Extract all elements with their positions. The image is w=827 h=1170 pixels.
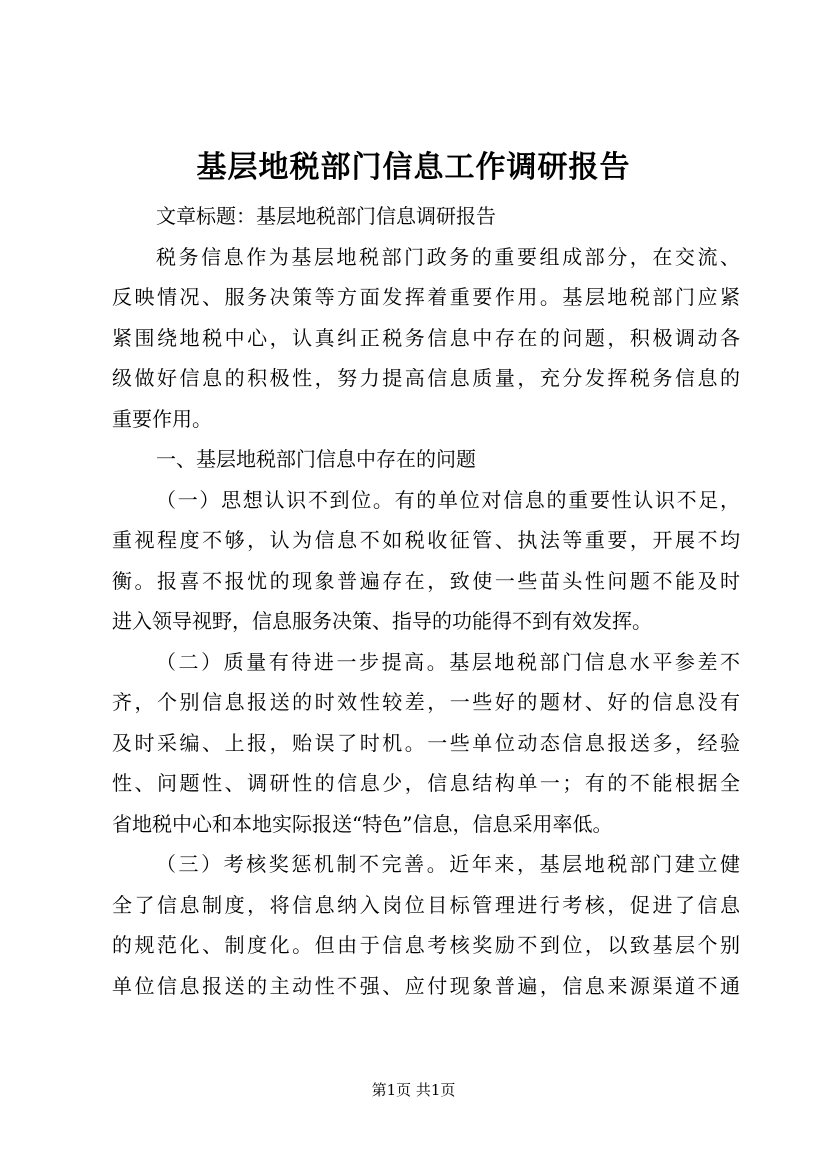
paragraph-line: 性、问题性、调研性的信息少，信息结构单一；有的不能根据全 — [112, 771, 740, 795]
paragraph-line: （二）质量有待进一步提高。基层地税部门信息水平参差不 — [156, 649, 740, 674]
paragraph-line: 全了信息制度，将信息纳入岗位目标管理进行考核，促进了信息 — [112, 892, 740, 917]
paragraph-line: 紧围绕地税中心，认真纠正税务信息中存在的问题，积极调动各 — [112, 325, 740, 350]
document-body — [112, 196, 740, 1006]
paragraph-line: （三）考核奖惩机制不完善。近年来，基层地税部门建立健 — [156, 852, 740, 876]
paragraph-line: 的规范化、制度化。但由于信息考核奖励不到位，以致基层个别 — [112, 933, 740, 957]
paragraph-line: 重视程度不够，认为信息不如税收征管、执法等重要，开展不均 — [112, 528, 740, 552]
section-heading: 一、基层地税部门信息中存在的问题 — [156, 447, 476, 471]
paragraph-line: 反映情况、服务决策等方面发挥着重要作用。基层地税部门应紧 — [112, 285, 740, 309]
page-number-footer: 第1页 共1页 — [371, 1081, 456, 1099]
paragraph-line: 税务信息作为基层地税部门政务的重要组成部分，在交流、 — [156, 244, 740, 269]
article-subtitle-line: 文章标题：基层地税部门信息调研报告 — [156, 204, 496, 228]
paragraph-line: 齐，个别信息报送的时效性较差，一些好的题材、好的信息没有 — [112, 690, 740, 714]
paragraph-line: 省地税中心和本地实际报送“特色”信息，信息采用率低。 — [112, 811, 613, 836]
paragraph-line: 单位信息报送的主动性不强、应付现象普遍，信息来源渠道不通 — [112, 973, 740, 998]
paragraph-line: 及时采编、上报，贻误了时机。一些单位动态信息报送多，经验 — [112, 730, 740, 755]
paragraph-line: 级做好信息的积极性，努力提高信息质量，充分发挥税务信息的 — [112, 366, 740, 390]
paragraph-line: （一）思想认识不到位。有的单位对信息的重要性认识不足， — [156, 487, 740, 512]
document-title: 基层地税部门信息工作调研报告 — [196, 150, 631, 185]
paragraph-line: 衡。报喜不报忧的现象普遍存在，致使一些苗头性问题不能及时 — [112, 568, 740, 593]
paragraph-line: 进入领导视野，信息服务决策、指导的功能得不到有效发挥。 — [112, 609, 652, 633]
paragraph-line: 重要作用。 — [112, 406, 212, 431]
